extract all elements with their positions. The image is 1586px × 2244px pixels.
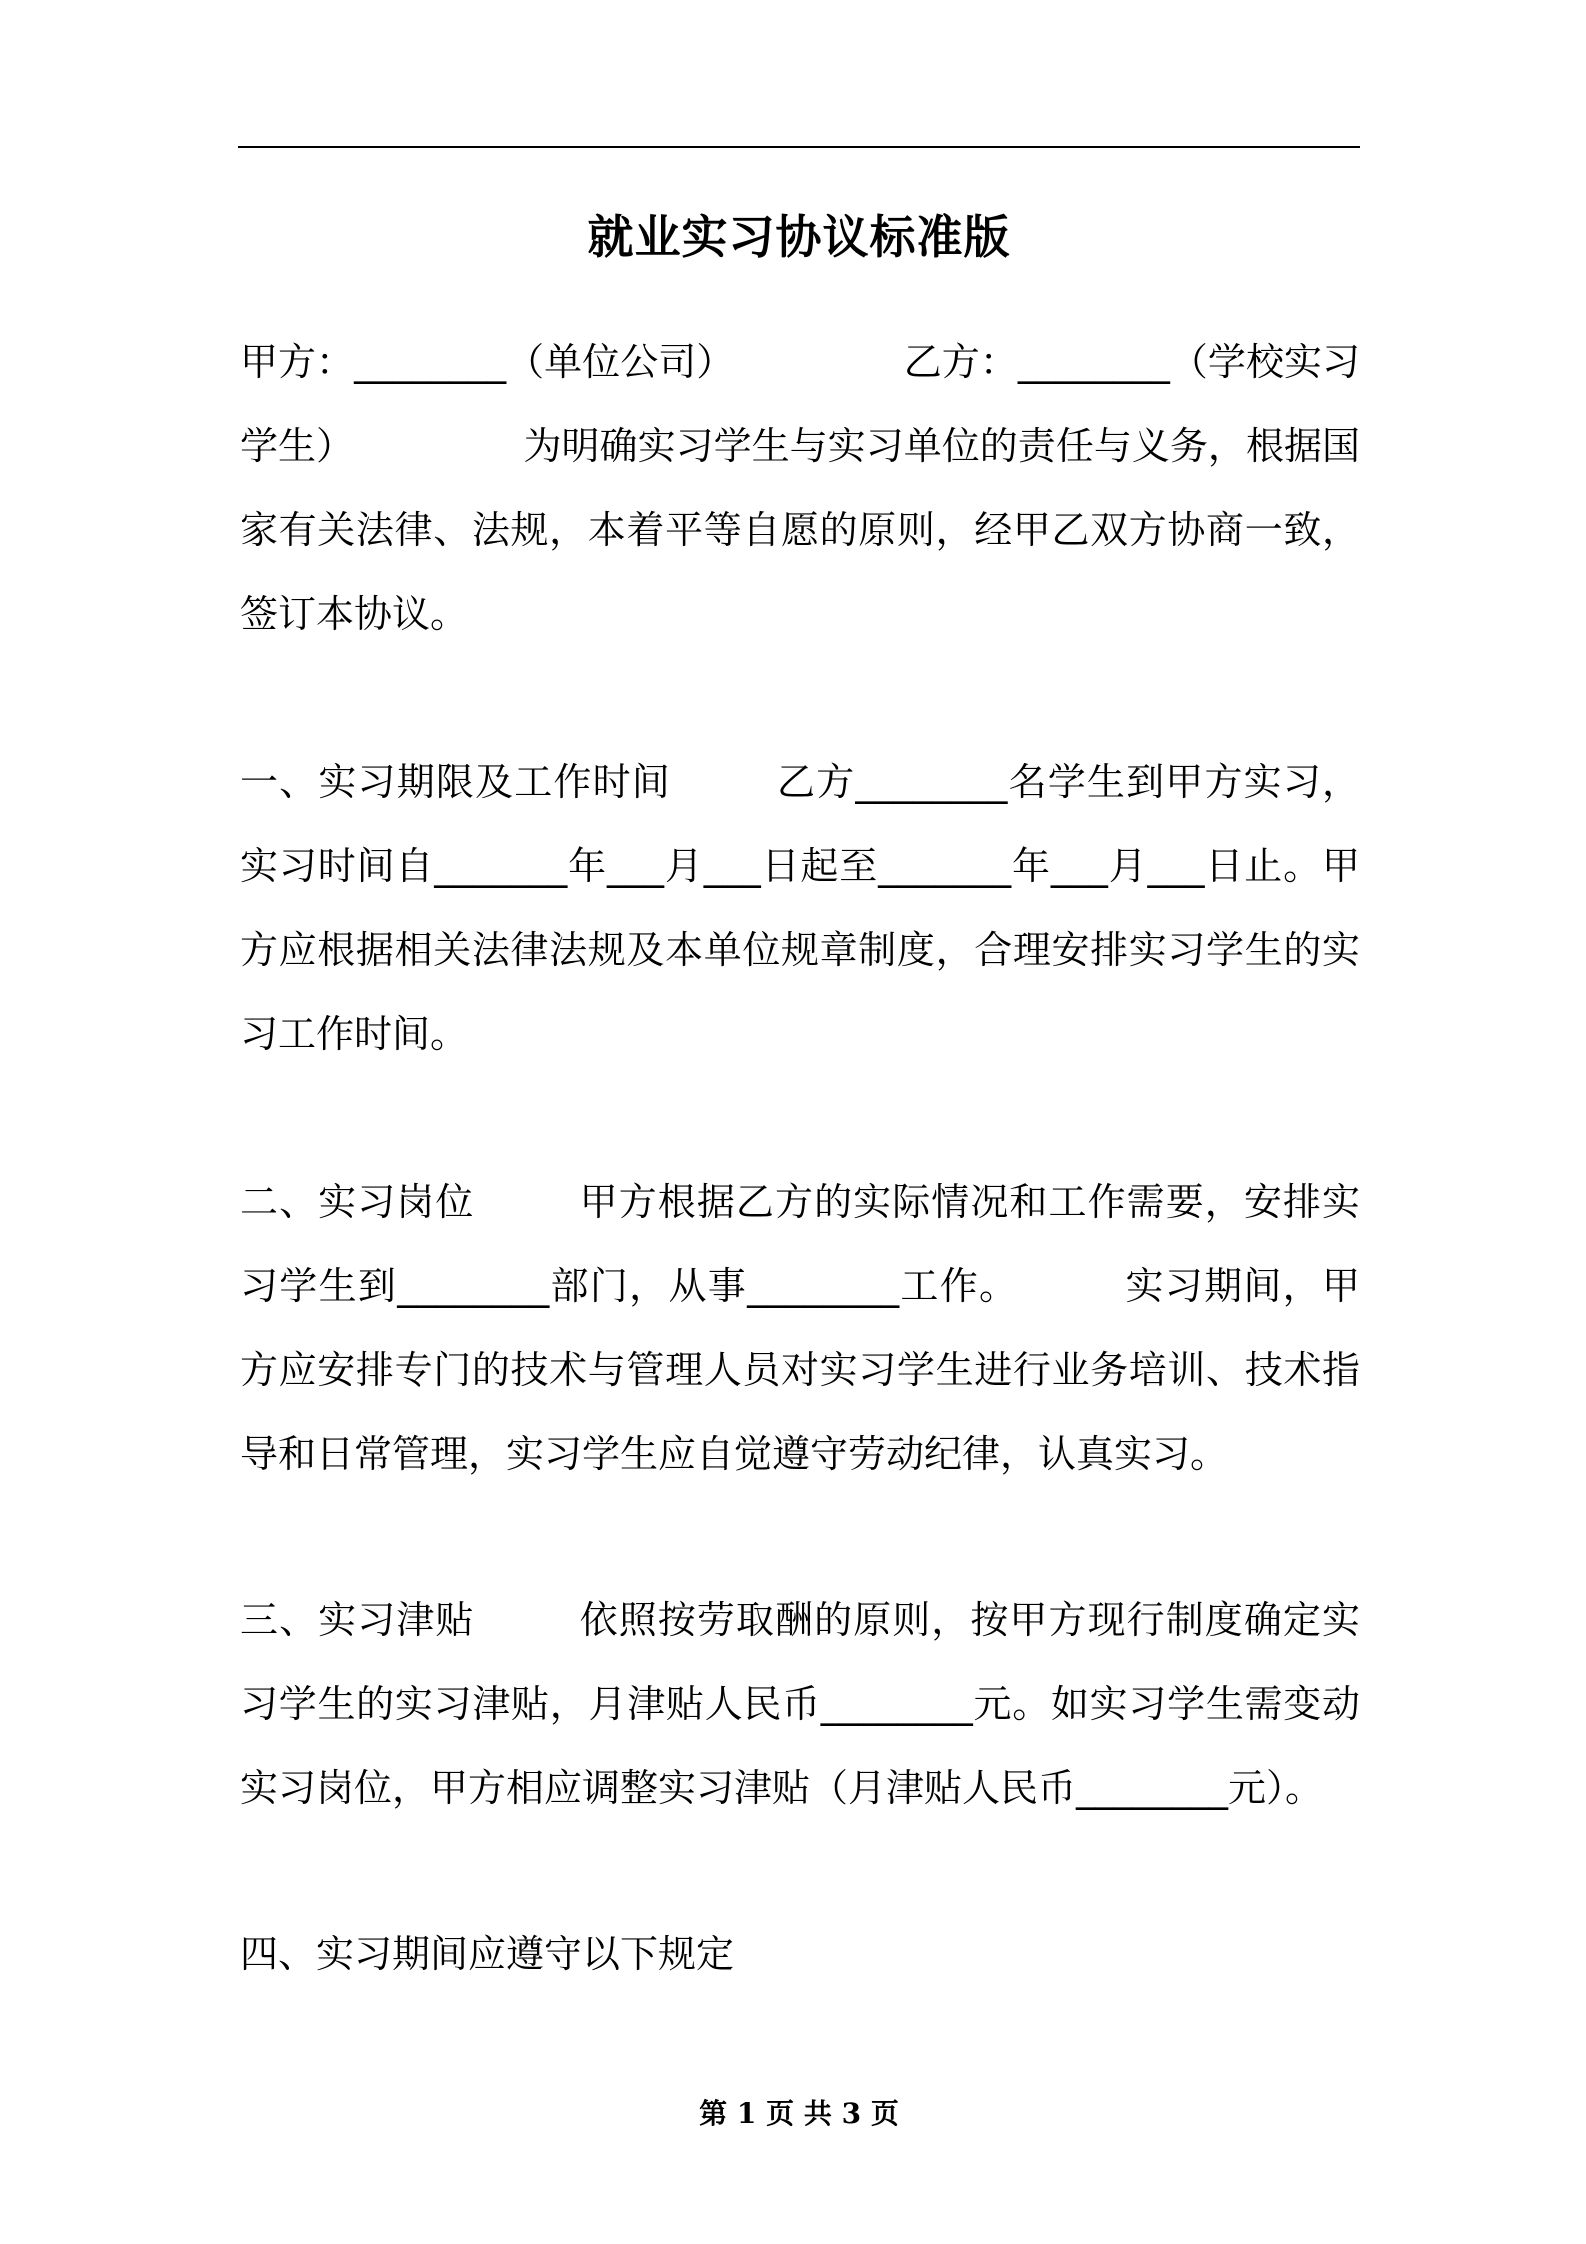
section-internship-allowance (240, 1578, 1360, 1830)
section-internship-position (240, 1160, 1360, 1496)
document-title: 就业实习协议标准版 (587, 210, 1011, 264)
section-text: 一、实习期限及工作时间 乙方________名学生到甲方实习，实习时间自_______年___月___日起至_______年___月___日止。甲方应根据相关法律法规及本单位规章制度，合理安排实习学生的实习工作时间。 (240, 760, 1360, 1056)
section-text: 四、实习期间应遵守以下规定 (240, 1932, 735, 1976)
intro-paragraph (240, 320, 1360, 656)
section-internship-period (240, 740, 1360, 1076)
section-internship-rules (240, 1912, 1360, 1996)
page-number: 第 1 页 共 3 页 (699, 2097, 899, 2130)
header-rule (238, 146, 1360, 148)
section-text: 三、实习津贴 依照按劳取酬的原则，按甲方现行制度确定实习学生的实习津贴，月津贴人民币________元。如实习学生需变动实习岗位，甲方相应调整实习津贴（月津贴人民币________元）。 (240, 1598, 1360, 1810)
intro-text: 甲方：________（单位公司） 乙方：________（学校实习学生） 为明确实习学生与实习单位的责任与义务，根据国家有关法律、法规，本着平等自愿的原则，经甲乙双方协商一致，签订本协议。 (240, 340, 1360, 636)
section-text: 二、实习岗位 甲方根据乙方的实际情况和工作需要，安排实习学生到________部门，从事________工作。 实习期间，甲方应安排专门的技术与管理人员对实习学生进行业务培训、技术指导和日常管理，实习学生应自觉遵守劳动纪律，认真实习。 (240, 1180, 1360, 1476)
